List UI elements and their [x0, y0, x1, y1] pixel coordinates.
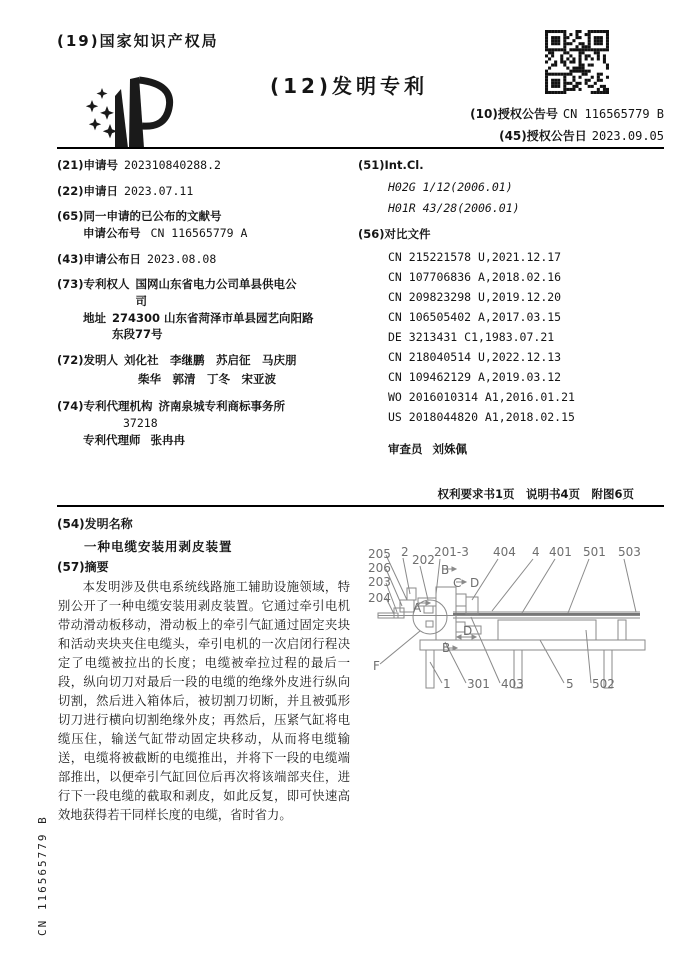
svg-text:206: 206	[368, 561, 391, 575]
side-publication-code: CN 116565779 B	[36, 815, 49, 936]
svg-text:202: 202	[412, 553, 435, 567]
title-section-label: (54)发明名称	[57, 517, 133, 531]
svg-text:204: 204	[368, 591, 391, 605]
svg-text:D: D	[463, 624, 473, 638]
svg-text:1: 1	[443, 677, 451, 691]
grant-date-label: (45)授权公告日	[499, 129, 587, 143]
header-divider	[57, 147, 664, 149]
biblio-right-column	[358, 157, 664, 457]
intcl-class-1: H02G 1/12(2006.01)	[388, 179, 513, 194]
field-agent: 专利代理师 张冉冉	[83, 432, 186, 447]
grant-date-value: 2023.09.05	[591, 129, 664, 143]
svg-text:301: 301	[467, 677, 490, 691]
grant-publication-number	[470, 105, 664, 122]
document-kind-title: (12)发明专利	[269, 74, 429, 98]
abstract-text: 本发明涉及供电系统线路施工辅助设施领域，特别公开了一种电缆安装用剥皮装置。它通过牵引电机带动滑动板移动，滑动板上的牵引气缸通过固定夹块和活动夹块夹住电缆头，牵引电机的一次启闭行程决定了电缆被拉出的长度；电缆被牵拉过程的最后一段，纵向切刀对最后一段的电缆的绝缘外皮进行纵向切割，然后进入箱体后，被切割刀切断，并且被弧形切刀进行横向切割绝缘外皮；再然后，压紧气缸将电缆压住，输送气缸带动固定块移动，从而将电缆输送，电缆将被截断的电缆推出，并将下一段的电缆端部推出，以便牵引气缸回位后再次将该端部夹住，进行下一段电缆的截取和剥皮，如此反复，即可快速高效地获得若干同样长度的电缆，省时省力。	[58, 580, 350, 822]
inventors-line-1: 刘化社 李继鹏 苏启征 马庆朋	[124, 353, 297, 368]
reference-item: DE 3213431 C1,1983.07.21	[388, 329, 555, 344]
svg-text:4: 4	[532, 545, 540, 559]
qr-code	[545, 30, 609, 94]
reference-item: US 2018044820 A1,2018.02.15	[388, 409, 575, 424]
inventors-line-2: 柴华 郭清 丁冬 宋亚波	[138, 371, 277, 386]
section-divider	[57, 505, 664, 507]
field-patentee: (73)专利权人 国网山东省电力公司单县供电公司 地址 274300 山东省菏泽市单县园艺向阳路东段77号	[57, 276, 351, 343]
reference-item: CN 215221578 U,2021.12.17	[388, 249, 562, 264]
intcl-label: (51)Int.Cl.	[358, 158, 424, 172]
grant-number-label: (10)授权公告号	[470, 107, 558, 121]
svg-text:5: 5	[566, 677, 574, 691]
svg-text:203: 203	[368, 575, 391, 589]
reference-item: CN 109462129 A,2019.03.12	[388, 369, 562, 384]
references-label: (56)对比文件	[358, 227, 431, 242]
svg-text:C: C	[453, 576, 462, 590]
field-inventors: (72)发明人 刘化社 李继鹏 苏启征 马庆朋 柴华 郭清 丁冬 宋亚波	[57, 353, 297, 386]
biblio-left-column	[57, 157, 351, 457]
patent-drawing	[350, 542, 682, 737]
field-agency: (74)专利代理机构 济南泉城专利商标事务所 37218 专利代理师 张冉冉	[57, 398, 351, 448]
grant-publication-date	[499, 127, 664, 144]
svg-text:F: F	[373, 659, 380, 673]
svg-text:502: 502	[592, 677, 615, 691]
field-examiner: 审查员 刘姝佩	[388, 441, 468, 456]
invention-title: 一种电缆安装用剥皮装置	[84, 539, 233, 554]
reference-item: CN 209823298 U,2019.12.20	[388, 289, 562, 304]
agency-code: 37218	[123, 416, 158, 431]
svg-text:A: A	[413, 601, 422, 615]
svg-text:B: B	[441, 563, 450, 577]
svg-text:D: D	[470, 576, 480, 590]
svg-text:B: B	[442, 641, 451, 655]
field-application-number: (21)申请号 202310840288.2	[57, 158, 221, 172]
reference-item: CN 218040514 U,2022.12.13	[388, 349, 562, 364]
svg-text:404: 404	[493, 545, 516, 559]
svg-text:401: 401	[549, 545, 572, 559]
reference-item: CN 106505402 A,2017.03.15	[388, 309, 562, 324]
grant-number-value: CN 116565779 B	[562, 107, 664, 121]
svg-text:501: 501	[583, 545, 606, 559]
qr-code-pattern	[545, 30, 609, 94]
reference-item: CN 107706836 A,2018.02.16	[388, 269, 562, 284]
svg-text:201-3: 201-3	[434, 545, 469, 559]
svg-text:2: 2	[401, 545, 409, 559]
svg-text:403: 403	[501, 677, 524, 691]
intcl-class-2: H01R 43/28(2006.01)	[388, 201, 520, 216]
reference-item: WO 2016010314 A1,2016.01.21	[388, 389, 575, 404]
abstract-section-label: (57)摘要	[57, 560, 109, 574]
field-application-pub-date: (43)申请公布日 2023.08.08	[57, 251, 217, 266]
svg-text:503: 503	[618, 545, 641, 559]
cited-references	[358, 247, 664, 427]
field-prior-publication: (65)同一申请的已公布的文献号 申请公布号 CN 116565779 A	[57, 209, 248, 241]
svg-text:205: 205	[368, 547, 391, 561]
field-application-date: (22)申请日 2023.07.11	[57, 183, 194, 198]
page-counts: 权利要求书1页 说明书4页 附图6页	[437, 487, 634, 501]
issuing-office: (19)国家知识产权局	[57, 32, 219, 50]
field-address: 地址 274300 山东省菏泽市单县园艺向阳路东段77号	[83, 310, 314, 342]
